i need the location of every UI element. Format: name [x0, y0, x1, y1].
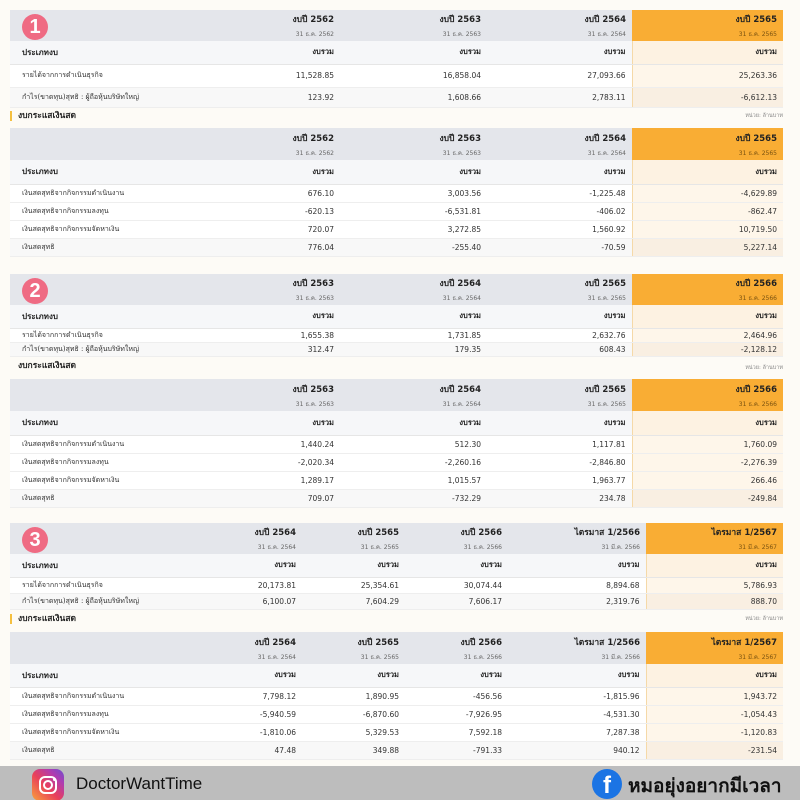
type-value: งบรวม — [508, 554, 646, 577]
cashflow-title: งบกระแสเงินสด — [10, 614, 76, 624]
cell: 1,731.85 — [340, 328, 487, 342]
cell: 5,227.14 — [632, 238, 783, 256]
instagram-icon[interactable] — [32, 769, 64, 800]
type-value: งบรวม — [632, 305, 783, 328]
row-label: เงินสดสุทธิจากกิจกรรมดำเนินงาน — [10, 687, 205, 705]
cell: -7,926.95 — [405, 705, 508, 723]
type-value: งบรวม — [487, 41, 632, 64]
row-label: เงินสดสุทธิจากกิจกรรมดำเนินงาน — [10, 184, 205, 202]
cell: -406.02 — [487, 202, 632, 220]
col-header-highlight: งบปี 2565 31 ธ.ค. 2565 — [632, 10, 783, 41]
type-value: งบรวม — [340, 41, 487, 64]
row-label: เงินสดสุทธิจากกิจกรรมจัดหาเงิน — [10, 220, 205, 238]
table-row — [10, 220, 783, 238]
section-2-cashflow — [10, 379, 783, 508]
cell: 1,608.66 — [340, 87, 487, 107]
type-value: งบรวม — [632, 160, 783, 184]
col-header-highlight: งบปี 2566 31 ธ.ค. 2566 — [632, 274, 783, 305]
cell: 1,655.38 — [205, 328, 340, 342]
table-row — [10, 577, 783, 593]
cell: 8,894.68 — [508, 577, 646, 593]
row-label: เงินสดสุทธิจากกิจกรรมจัดหาเงิน — [10, 723, 205, 741]
table-row — [10, 471, 783, 489]
cell: -1,815.96 — [508, 687, 646, 705]
type-value: งบรวม — [405, 664, 508, 687]
col-header: งบปี 2564 31 ธ.ค. 2564 — [340, 274, 487, 305]
cell: -4,629.89 — [632, 184, 783, 202]
income-table — [10, 274, 783, 357]
type-value: งบรวม — [340, 305, 487, 328]
col-header-highlight: ไตรมาส 1/2567 31 มี.ค. 2567 — [646, 523, 783, 554]
table-row — [10, 435, 783, 453]
table-row — [10, 453, 783, 471]
col-header: งบปี 2563 31 ธ.ค. 2563 — [340, 10, 487, 41]
cashflow-table — [10, 379, 783, 508]
section-badge: 2 — [22, 278, 48, 304]
row-label: เงินสดสุทธิจากกิจกรรมจัดหาเงิน — [10, 471, 205, 489]
type-value: งบรวม — [205, 160, 340, 184]
cashflow-title: งบกระแสเงินสด — [18, 361, 77, 371]
col-header: งบปี 2563 31 ธ.ค. 2563 — [205, 274, 340, 305]
cell: 7,592.18 — [405, 723, 508, 741]
section-2-income — [10, 274, 783, 357]
income-table — [10, 523, 783, 610]
header-blank — [10, 632, 205, 664]
cell: -1,054.43 — [646, 705, 783, 723]
col-header: งบปี 2564 31 ธ.ค. 2564 — [205, 523, 302, 554]
cell: -6,870.60 — [302, 705, 405, 723]
cell: 25,263.36 — [632, 64, 783, 87]
row-label: กำไร(ขาดทุน)สุทธิ : ผู้ถือหุ้นบริษัทใหญ่ — [10, 87, 205, 107]
type-label: ประเภทงบ — [10, 305, 205, 328]
col-header: งบปี 2563 31 ธ.ค. 2563 — [340, 128, 487, 160]
table-row — [10, 489, 783, 507]
row-label: เงินสดสุทธิ — [10, 741, 205, 759]
cell: -862.47 — [632, 202, 783, 220]
col-header: งบปี 2566 31 ธ.ค. 2566 — [405, 523, 508, 554]
cell: 234.78 — [487, 489, 632, 507]
table-row — [10, 87, 783, 107]
type-value: งบรวม — [487, 411, 632, 435]
cell: 709.07 — [205, 489, 340, 507]
facebook-icon[interactable]: f — [592, 769, 622, 799]
cell: 1,963.77 — [487, 471, 632, 489]
cell: -456.56 — [405, 687, 508, 705]
cell: 7,606.17 — [405, 593, 508, 609]
cell: 2,464.96 — [632, 328, 783, 342]
unit-label: หน่วย: ล้านบาท — [745, 365, 783, 371]
section-badge: 1 — [22, 14, 48, 40]
cell: -1,120.83 — [646, 723, 783, 741]
section-1-cashflow — [10, 128, 783, 257]
cell: -5,940.59 — [205, 705, 302, 723]
table-row — [10, 723, 783, 741]
facebook-page-name[interactable]: หมอยุ่งอยากมีเวลา — [628, 775, 782, 797]
col-header: งบปี 2564 31 ธ.ค. 2564 — [487, 10, 632, 41]
col-header: งบปี 2565 31 ธ.ค. 2565 — [487, 379, 632, 411]
col-header: งบปี 2565 31 ธ.ค. 2565 — [302, 632, 405, 664]
type-value: งบรวม — [646, 554, 783, 577]
type-value: งบรวม — [205, 554, 302, 577]
cell: -1,810.06 — [205, 723, 302, 741]
type-value: งบรวม — [302, 664, 405, 687]
row-label: เงินสดสุทธิจากกิจกรรมลงทุน — [10, 705, 205, 723]
table-row — [10, 328, 783, 342]
type-label: ประเภทงบ — [10, 160, 205, 184]
cell: 7,604.29 — [302, 593, 405, 609]
cell: 7,287.38 — [508, 723, 646, 741]
cell: 5,786.93 — [646, 577, 783, 593]
instagram-handle[interactable]: DoctorWantTime — [76, 774, 203, 793]
cell: -231.54 — [646, 741, 783, 759]
cell: 2,783.11 — [487, 87, 632, 107]
cell: 676.10 — [205, 184, 340, 202]
cell: -1,225.48 — [487, 184, 632, 202]
row-label: เงินสดสุทธิจากกิจกรรมลงทุน — [10, 453, 205, 471]
section-badge: 3 — [22, 527, 48, 553]
type-label: ประเภทงบ — [10, 664, 205, 687]
table-row — [10, 593, 783, 609]
table-row — [10, 741, 783, 759]
cell: 25,354.61 — [302, 577, 405, 593]
cell: 1,890.95 — [302, 687, 405, 705]
cell: -6,531.81 — [340, 202, 487, 220]
cell: -2,846.80 — [487, 453, 632, 471]
cell: 11,528.85 — [205, 64, 340, 87]
col-header: งบปี 2564 31 ธ.ค. 2564 — [340, 379, 487, 411]
cell: 1,943.72 — [646, 687, 783, 705]
cell: -620.13 — [205, 202, 340, 220]
cashflow-table — [10, 632, 783, 760]
col-header: ไตรมาส 1/2566 31 มี.ค. 2566 — [508, 523, 646, 554]
type-value: งบรวม — [302, 554, 405, 577]
section-3-cashflow — [10, 632, 783, 760]
type-value: งบรวม — [646, 664, 783, 687]
cell: 1,015.57 — [340, 471, 487, 489]
cell: 512.30 — [340, 435, 487, 453]
cell: 888.70 — [646, 593, 783, 609]
row-label: รายได้จากการดำเนินธุรกิจ — [10, 64, 205, 87]
cell: 6,100.07 — [205, 593, 302, 609]
cell: 7,798.12 — [205, 687, 302, 705]
table-row — [10, 687, 783, 705]
cell: 16,858.04 — [340, 64, 487, 87]
cell: -2,020.34 — [205, 453, 340, 471]
col-header: งบปี 2565 31 ธ.ค. 2565 — [487, 274, 632, 305]
row-label: เงินสดสุทธิ — [10, 238, 205, 256]
section-1-income — [10, 10, 783, 108]
col-header: งบปี 2562 31 ธ.ค. 2562 — [205, 128, 340, 160]
cell: 30,074.44 — [405, 577, 508, 593]
col-header: งบปี 2566 31 ธ.ค. 2566 — [405, 632, 508, 664]
footer-bar — [0, 766, 800, 800]
cell: 1,440.24 — [205, 435, 340, 453]
type-label: ประเภทงบ — [10, 411, 205, 435]
cell: -2,128.12 — [632, 342, 783, 356]
header-blank — [10, 128, 205, 160]
type-value: งบรวม — [340, 160, 487, 184]
row-label: เงินสดสุทธิจากกิจกรรมลงทุน — [10, 202, 205, 220]
cell: 123.92 — [205, 87, 340, 107]
type-value: งบรวม — [205, 305, 340, 328]
cell: 47.48 — [205, 741, 302, 759]
cell: 20,173.81 — [205, 577, 302, 593]
col-header: งบปี 2563 31 ธ.ค. 2563 — [205, 379, 340, 411]
header-blank — [10, 379, 205, 411]
col-header: ไตรมาส 1/2566 31 มี.ค. 2566 — [508, 632, 646, 664]
type-value: งบรวม — [340, 411, 487, 435]
type-label: ประเภทงบ — [10, 41, 205, 64]
type-label: ประเภทงบ — [10, 554, 205, 577]
cell: -6,612.13 — [632, 87, 783, 107]
unit-label: หน่วย: ล้านบาท — [745, 113, 783, 119]
row-label: รายได้จากการดำเนินธุรกิจ — [10, 577, 205, 593]
cell: -255.40 — [340, 238, 487, 256]
income-table — [10, 10, 783, 108]
cell: -2,276.39 — [632, 453, 783, 471]
type-value: งบรวม — [632, 41, 783, 64]
cell: 5,329.53 — [302, 723, 405, 741]
type-value: งบรวม — [205, 664, 302, 687]
col-header: งบปี 2562 31 ธ.ค. 2562 — [205, 10, 340, 41]
cell: 179.35 — [340, 342, 487, 356]
cell: 1,560.92 — [487, 220, 632, 238]
table-row — [10, 238, 783, 256]
type-value: งบรวม — [487, 160, 632, 184]
cell: 2,632.76 — [487, 328, 632, 342]
cashflow-table — [10, 128, 783, 257]
cell: 776.04 — [205, 238, 340, 256]
cell: 940.12 — [508, 741, 646, 759]
col-header-highlight: งบปี 2565 31 ธ.ค. 2565 — [632, 128, 783, 160]
type-value: งบรวม — [205, 411, 340, 435]
type-value: งบรวม — [405, 554, 508, 577]
cell: 3,003.56 — [340, 184, 487, 202]
col-header-highlight: ไตรมาส 1/2567 31 มี.ค. 2567 — [646, 632, 783, 664]
cell: 2,319.76 — [508, 593, 646, 609]
type-value: งบรวม — [632, 411, 783, 435]
cell: 312.47 — [205, 342, 340, 356]
row-label: กำไร(ขาดทุน)สุทธิ : ผู้ถือหุ้นบริษัทใหญ่ — [10, 342, 205, 356]
cell: 1,117.81 — [487, 435, 632, 453]
table-row — [10, 705, 783, 723]
cell: 1,760.09 — [632, 435, 783, 453]
section-3-income — [10, 523, 783, 610]
row-label: เงินสดสุทธิ — [10, 489, 205, 507]
row-label: รายได้จากการดำเนินธุรกิจ — [10, 328, 205, 342]
cell: 608.43 — [487, 342, 632, 356]
table-row — [10, 64, 783, 87]
cell: -791.33 — [405, 741, 508, 759]
cell: 27,093.66 — [487, 64, 632, 87]
type-value: งบรวม — [487, 305, 632, 328]
row-label: เงินสดสุทธิจากกิจกรรมดำเนินงาน — [10, 435, 205, 453]
table-row — [10, 202, 783, 220]
col-header: งบปี 2564 31 ธ.ค. 2564 — [487, 128, 632, 160]
cashflow-title: งบกระแสเงินสด — [10, 111, 76, 121]
row-label: กำไร(ขาดทุน)สุทธิ : ผู้ถือหุ้นบริษัทใหญ่ — [10, 593, 205, 609]
unit-label: หน่วย: ล้านบาท — [745, 616, 783, 622]
cell: -249.84 — [632, 489, 783, 507]
cell: -732.29 — [340, 489, 487, 507]
cell: 1,289.17 — [205, 471, 340, 489]
table-row — [10, 184, 783, 202]
type-value: งบรวม — [508, 664, 646, 687]
col-header: งบปี 2565 31 ธ.ค. 2565 — [302, 523, 405, 554]
table-row — [10, 342, 783, 356]
cell: 349.88 — [302, 741, 405, 759]
cell: -70.59 — [487, 238, 632, 256]
type-value: งบรวม — [205, 41, 340, 64]
cell: -4,531.30 — [508, 705, 646, 723]
col-header: งบปี 2564 31 ธ.ค. 2564 — [205, 632, 302, 664]
col-header-highlight: งบปี 2566 31 ธ.ค. 2566 — [632, 379, 783, 411]
cell: 3,272.85 — [340, 220, 487, 238]
cell: 720.07 — [205, 220, 340, 238]
cell: 266.46 — [632, 471, 783, 489]
cell: 10,719.50 — [632, 220, 783, 238]
cell: -2,260.16 — [340, 453, 487, 471]
